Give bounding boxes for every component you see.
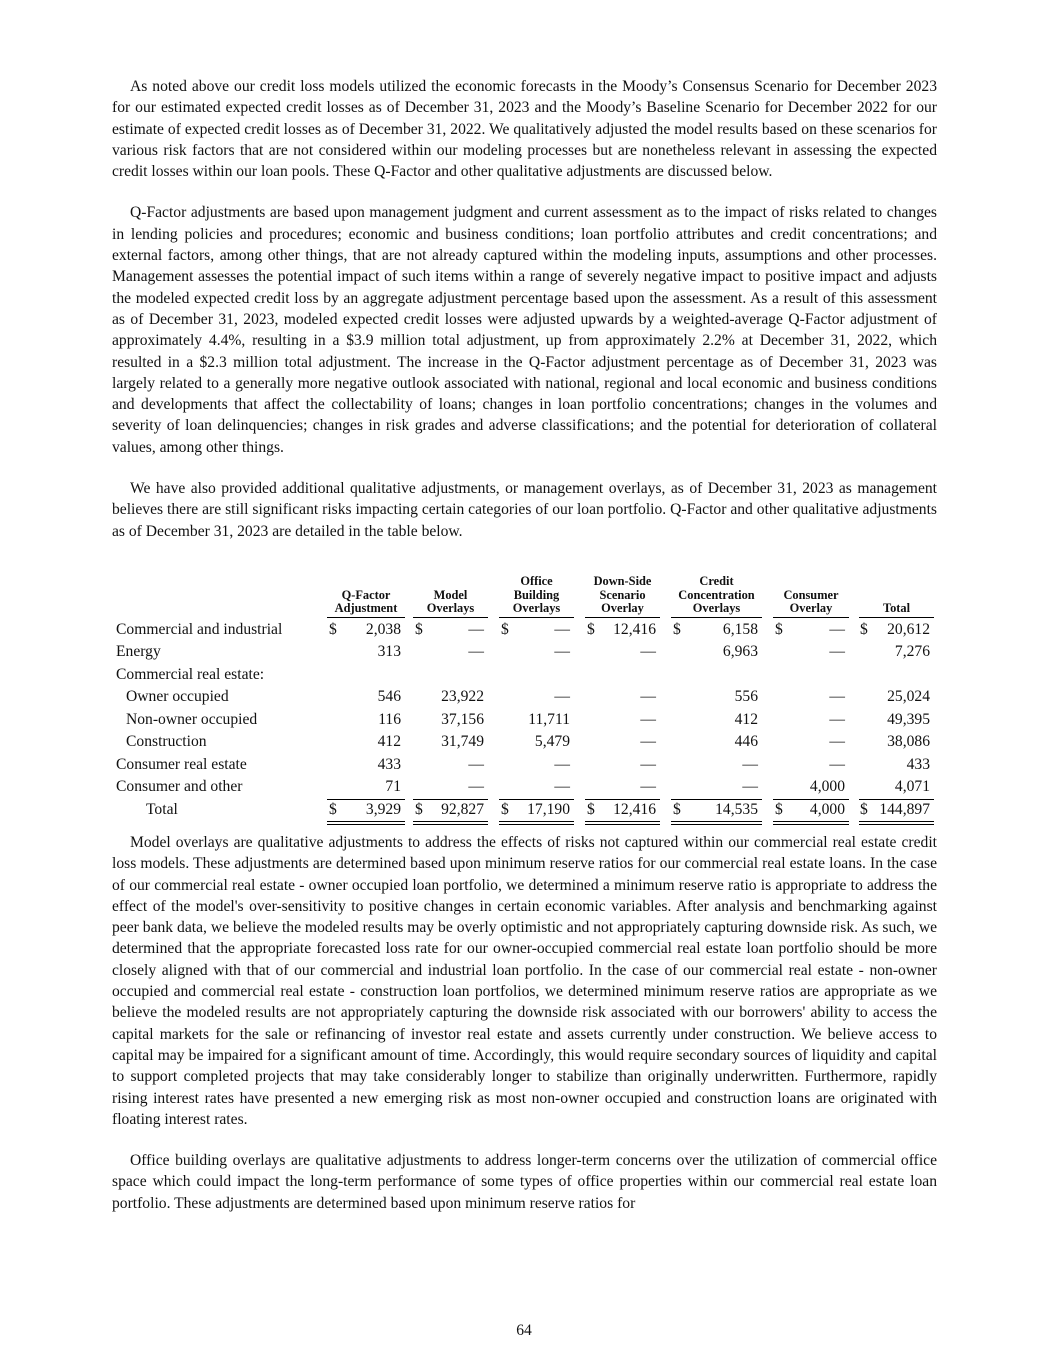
currency-symbol: $ bbox=[329, 620, 337, 638]
currency-symbol: $ bbox=[860, 800, 868, 818]
column-header-down-side-scenario-overlay bbox=[585, 575, 660, 616]
currency-symbol: $ bbox=[415, 800, 423, 818]
total-double-rule bbox=[773, 821, 849, 825]
page-content bbox=[112, 76, 937, 1234]
column-header-line: Consumer bbox=[783, 587, 839, 602]
cell-model-overlays: 92,827 bbox=[441, 800, 484, 818]
row-label: Non-owner occupied bbox=[126, 710, 258, 728]
cell-model-overlays: 37,156 bbox=[441, 710, 484, 728]
subtotal-rule bbox=[671, 799, 762, 800]
column-header-line: Q-Factor bbox=[341, 587, 391, 602]
column-header-line: Overlays bbox=[512, 601, 561, 616]
cell-office-building-overlays: 5,479 bbox=[534, 733, 570, 751]
currency-symbol: $ bbox=[673, 800, 681, 818]
cell-office-building-overlays: — bbox=[554, 643, 570, 661]
cell-consumer-overlay: — bbox=[829, 643, 845, 661]
cell-consumer-overlay: — bbox=[829, 733, 845, 751]
table-row-owner-occupied bbox=[112, 686, 937, 708]
cell-credit-concentration-overlays: — bbox=[742, 778, 758, 796]
paragraph-management-overlays: We have also provided additional qualitative adjustments, or management overlays, as of December 31, 2023 as management believes there are still significant risks impacting certain categories of our loan portfolio. Q-Factor and other qualitative adjustments as of December 31, 2023 are detailed in the table below. bbox=[112, 480, 937, 540]
column-header-line: Overlays bbox=[692, 601, 741, 616]
header-underline bbox=[585, 617, 660, 618]
total-double-rule bbox=[671, 821, 762, 825]
cell-office-building-overlays: 17,190 bbox=[527, 800, 570, 818]
total-double-rule bbox=[499, 821, 574, 825]
header-underline bbox=[413, 617, 488, 618]
cell-total: 4,071 bbox=[894, 778, 930, 796]
cell-q-factor-adjustment: 2,038 bbox=[365, 620, 401, 638]
column-header-line: Credit bbox=[699, 574, 734, 589]
column-header-line: Total bbox=[882, 601, 911, 616]
cell-q-factor-adjustment: 412 bbox=[377, 733, 401, 751]
currency-symbol: $ bbox=[501, 620, 509, 638]
cell-model-overlays: — bbox=[468, 643, 484, 661]
cell-total: 20,612 bbox=[887, 620, 930, 638]
column-header-line: Office bbox=[520, 574, 553, 589]
cell-credit-concentration-overlays: 412 bbox=[734, 710, 758, 728]
cell-model-overlays: — bbox=[468, 620, 484, 638]
cell-model-overlays: — bbox=[468, 755, 484, 773]
cell-office-building-overlays: — bbox=[554, 688, 570, 706]
total-double-rule bbox=[859, 821, 934, 825]
column-header-model-overlays bbox=[413, 589, 488, 616]
column-header-line: Scenario bbox=[599, 587, 646, 602]
cell-model-overlays: 31,749 bbox=[441, 733, 484, 751]
currency-symbol: $ bbox=[775, 620, 783, 638]
cell-credit-concentration-overlays: 446 bbox=[734, 733, 758, 751]
table-row-commercial-and-industrial bbox=[112, 619, 937, 641]
subtotal-rule bbox=[499, 799, 574, 800]
paragraph-office-building-overlays: Office building overlays are qualitative adjustments to address longer-term concerns over the utilization of commercial office space which could impact the long-term performance of some types of office properties within our commercial real estate loan portfolio. These adjustments are determined based upon minimum reserve ratios for bbox=[112, 1152, 937, 1212]
cell-down-side-scenario-overlay: — bbox=[640, 688, 656, 706]
header-underline bbox=[773, 617, 849, 618]
cell-total: 49,395 bbox=[887, 710, 930, 728]
cell-model-overlays: — bbox=[468, 778, 484, 796]
cell-down-side-scenario-overlay: — bbox=[640, 733, 656, 751]
cell-down-side-scenario-overlay: 12,416 bbox=[613, 620, 656, 638]
cell-credit-concentration-overlays: — bbox=[742, 755, 758, 773]
table-row-construction bbox=[112, 731, 937, 753]
cell-total: 433 bbox=[906, 755, 930, 773]
row-label: Total bbox=[146, 800, 178, 818]
column-header-credit-concentration-overlays bbox=[671, 575, 762, 616]
column-header-line: Overlay bbox=[789, 601, 833, 616]
cell-office-building-overlays: — bbox=[554, 620, 570, 638]
column-header-line: Down-Side bbox=[593, 574, 652, 589]
subtotal-rule bbox=[413, 799, 488, 800]
total-double-rule bbox=[327, 821, 405, 825]
column-header-line: Overlays bbox=[426, 601, 475, 616]
page-number: 64 bbox=[516, 1322, 532, 1339]
column-header-q-factor-adjustment bbox=[327, 589, 405, 616]
cell-q-factor-adjustment: 116 bbox=[378, 710, 401, 728]
cell-total: 38,086 bbox=[887, 733, 930, 751]
currency-symbol: $ bbox=[501, 800, 509, 818]
cell-office-building-overlays: 11,711 bbox=[528, 710, 570, 728]
column-header-line: Adjustment bbox=[334, 601, 398, 616]
column-header-office-building-overlays bbox=[499, 575, 574, 616]
row-label: Commercial and industrial bbox=[116, 620, 283, 638]
header-underline bbox=[671, 617, 762, 618]
header-underline bbox=[859, 617, 934, 618]
paragraph-forecast-scenarios: As noted above our credit loss models utilized the economic forecasts in the Moody’s Consensus Scenario for December 2023 for our estimated expected credit losses as of December 31, 2023 and the Moody’s Baseline Scenario for December 2022 for our estimate of expected credit losses as of December 31, 2022. We qualitatively adjusted the model results based on these scenarios for various risk factors that are not considered within our modeling processes but are nonetheless relevant in assessing the expected credit losses within our loan pools. These Q-Factor and other qualitative adjustments are discussed below. bbox=[112, 78, 937, 181]
currency-symbol: $ bbox=[587, 800, 595, 818]
row-label: Construction bbox=[126, 733, 207, 751]
cell-total: 144,897 bbox=[879, 800, 930, 818]
cell-consumer-overlay: 4,000 bbox=[809, 800, 845, 818]
column-header-consumer-overlay bbox=[773, 589, 849, 616]
table-row-non-owner-occupied bbox=[112, 709, 937, 731]
cell-q-factor-adjustment: 71 bbox=[385, 778, 401, 796]
cell-q-factor-adjustment: 546 bbox=[377, 688, 401, 706]
subtotal-rule bbox=[327, 799, 405, 800]
cell-down-side-scenario-overlay: 12,416 bbox=[613, 800, 656, 818]
cell-office-building-overlays: — bbox=[554, 778, 570, 796]
cell-model-overlays: 23,922 bbox=[441, 688, 484, 706]
total-double-rule bbox=[585, 821, 660, 825]
cell-down-side-scenario-overlay: — bbox=[640, 643, 656, 661]
cell-consumer-overlay: — bbox=[829, 755, 845, 773]
cell-down-side-scenario-overlay: — bbox=[640, 710, 656, 728]
currency-symbol: $ bbox=[587, 620, 595, 638]
row-label: Commercial real estate: bbox=[116, 665, 265, 683]
cell-consumer-overlay: — bbox=[829, 620, 845, 638]
row-label: Consumer and other bbox=[116, 778, 243, 796]
column-header-total bbox=[859, 602, 934, 616]
qualitative-adjustments-table bbox=[112, 562, 937, 818]
currency-symbol: $ bbox=[329, 800, 337, 818]
row-label: Energy bbox=[116, 643, 161, 661]
column-header-line: Model bbox=[433, 587, 468, 602]
header-underline bbox=[499, 617, 574, 618]
cell-q-factor-adjustment: 313 bbox=[377, 643, 401, 661]
column-header-line: Building bbox=[513, 587, 560, 602]
cell-total: 7,276 bbox=[894, 643, 930, 661]
cell-credit-concentration-overlays: 6,963 bbox=[722, 643, 758, 661]
cell-consumer-overlay: — bbox=[829, 688, 845, 706]
cell-office-building-overlays: — bbox=[554, 755, 570, 773]
total-double-rule bbox=[413, 821, 488, 825]
cell-credit-concentration-overlays: 6,158 bbox=[722, 620, 758, 638]
currency-symbol: $ bbox=[415, 620, 423, 638]
row-label: Consumer real estate bbox=[116, 755, 247, 773]
cell-q-factor-adjustment: 433 bbox=[377, 755, 401, 773]
currency-symbol: $ bbox=[775, 800, 783, 818]
subtotal-rule bbox=[859, 799, 934, 800]
table-row-consumer-real-estate bbox=[112, 754, 937, 776]
header-underline bbox=[327, 617, 405, 618]
subtotal-rule bbox=[773, 799, 849, 800]
table-row-commercial-real-estate-heading bbox=[112, 664, 937, 686]
table-row-total bbox=[112, 799, 937, 821]
cell-credit-concentration-overlays: 14,535 bbox=[715, 800, 758, 818]
cell-total: 25,024 bbox=[887, 688, 930, 706]
row-label: Owner occupied bbox=[126, 688, 229, 706]
cell-down-side-scenario-overlay: — bbox=[640, 778, 656, 796]
table-row-energy bbox=[112, 641, 937, 663]
currency-symbol: $ bbox=[860, 620, 868, 638]
currency-symbol: $ bbox=[673, 620, 681, 638]
paragraph-q-factor-adjustments: Q-Factor adjustments are based upon management judgment and current assessment as to the impact of risks related to changes in lending policies and procedures; economic and business conditions; loan portfolio attributes and credit concentrations; and external factors, among other things, that are not already captured within the modeling inputs, assumptions and other processes. Management assesses the potential impact of such items within a range of severely negative impact to positive impact and adjusts the modeled expected credit loss by an aggregate adjustment percentage based upon the assessment. As a result of this assessment as of December 31, 2023, modeled expected credit losses were adjusted upwards by a weighted-average Q-Factor adjustment of approximately 4.4%, resulting in a $3.9 million total adjustment, up from approximately 2.2% at December 31, 2022, which resulted in a $2.3 million total adjustment. The increase in the Q-Factor adjustment percentage as of December 31, 2023 was largely related to a generally more negative outlook associated with national, regional and local economic and business conditions and developments that affect the collectability of loans; changes in loan portfolio concentrations; changes in the volumes and severity of loan delinquencies; changes in risk grades and adverse classifications; and the potential for deterioration of collateral values, among other things. bbox=[112, 204, 937, 456]
cell-down-side-scenario-overlay: — bbox=[640, 755, 656, 773]
cell-consumer-overlay: 4,000 bbox=[809, 778, 845, 796]
cell-q-factor-adjustment: 3,929 bbox=[365, 800, 401, 818]
column-header-line: Overlay bbox=[601, 601, 644, 616]
column-header-line: Concentration bbox=[678, 587, 755, 602]
paragraph-model-overlays: Model overlays are qualitative adjustments to address the effects of risks not captured within our commercial real estate credit loss models. These adjustments are determined based upon minimum reserve ratios for our commercial real estate loans. In the case of our commercial real estate - owner occupied loan portfolio, we determined a minimum reserve ratio is appropriate to address the effect of the model's over-sensitivity to positive changes in certain economic variables. After analysis and benchmarking against peer bank data, we believe the modeled results may be overly optimistic and not appropriately capturing downside risk. As such, we determined that the appropriate forecasted loss rate for our owner-occupied commercial real estate loan portfolio should be more closely aligned with that of our commercial and industrial loan portfolio. In the case of our commercial real estate - non-owner occupied and commercial real estate - construction loan portfolios, we determined minimum reserve ratios are appropriate as we believe the modeled results are not appropriately capturing the downside risk associated with our borrowers' ability to access the capital markets for the sale or refinancing of investor real estate and assets currently under construction. We believe access to capital may be impaired for a significant amount of time. Accordingly, this would require secondary sources of liquidity and capital to support completed projects that may take considerably longer to stabilize than originally underwritten. Furthermore, rapidly rising interest rates have presented a new emerging risk as most non-owner occupied and construction loans are originated with floating interest rates. bbox=[112, 833, 937, 1128]
table-row-consumer-and-other bbox=[112, 776, 937, 798]
cell-credit-concentration-overlays: 556 bbox=[734, 688, 758, 706]
cell-consumer-overlay: — bbox=[829, 710, 845, 728]
subtotal-rule bbox=[585, 799, 660, 800]
